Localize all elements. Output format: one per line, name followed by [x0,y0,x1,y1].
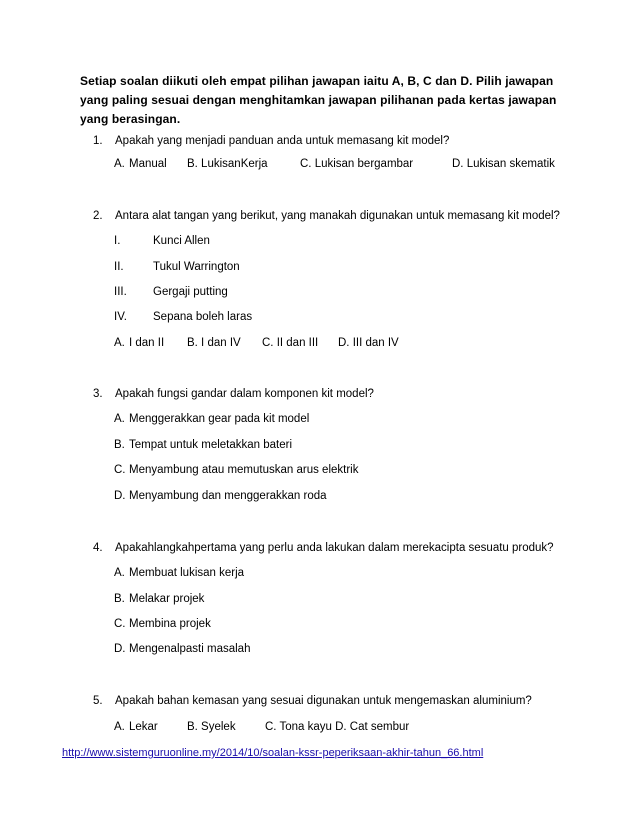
q2-item-3 [114,285,228,299]
question-number: 4. [93,542,103,554]
option-text: Menyambung dan menggerakkan roda [129,490,327,502]
q3-option-b [114,438,292,452]
option-letter: C. [114,464,126,476]
question-1 [93,134,449,148]
q2-option-a [114,336,164,350]
q4-option-d [114,642,250,656]
question-text: Apakah bahan kemasan yang sesuai digunakan untuk mengemaskan aluminium? [115,695,532,707]
option-letter: A. [114,567,125,579]
option-letter: A. [114,337,125,349]
q5-option-c-d: C. Tona kayu D. Cat sembur [265,721,410,733]
question-3 [93,387,374,401]
option-text: Menggerakkan gear pada kit model [129,413,310,425]
q4-option-b [114,592,204,606]
question-text: Apakahlangkahpertama yang perlu anda lakukan dalam merekacipta sesuatu produk? [115,542,554,554]
instructions: Setiap soalan diikuti oleh empat pilihan jawapan iaitu A, B, C dan D. Pilih jawapan yang paling sesuai dengan menghitamkan jawapan pilihanan pada kertas jawapan yang berasingan. [80,74,557,126]
option-text: Mengenalpasti masalah [129,643,251,655]
option-letter: B. [114,439,125,451]
item-text: Kunci Allen [153,235,210,247]
option-letter: B. [114,593,125,605]
option-text: Menyambung atau memutuskan arus elektrik [129,464,359,476]
q2-option-c: C. II dan III [262,337,319,349]
q4-option-a [114,566,244,580]
option-text: Membina projek [129,618,211,630]
q2-item-2 [114,260,240,274]
q2-item-1 [114,234,210,248]
question-number: 1. [93,135,103,147]
question-text: Apakah yang menjadi panduan anda untuk memasang kit model? [115,135,450,147]
option-letter: A. [114,158,125,170]
q4-option-c [114,617,211,631]
q2-option-d: D. III dan IV [338,337,399,349]
question-4 [93,541,554,555]
option-text: Manual [129,158,167,170]
question-text: Antara alat tangan yang berikut, yang manakah digunakan untuk memasang kit model? [115,210,560,222]
q2-option-b: B. I dan IV [187,337,241,349]
question-number: 2. [93,210,103,222]
roman-numeral: II. [114,261,124,273]
question-number: 5. [93,695,103,707]
option-text: Membuat lukisan kerja [129,567,245,579]
option-letter: D. [114,490,126,502]
item-text: Tukul Warrington [153,261,240,273]
roman-numeral: IV. [114,311,128,323]
option-text: Tempat untuk meletakkan bateri [129,439,293,451]
q3-option-d [114,489,327,503]
question-text: Apakah fungsi gandar dalam komponen kit model? [115,388,374,400]
q1-option-b: B. LukisanKerja [187,158,268,170]
option-text: Lekar [129,721,158,733]
option-text: I dan II [129,337,165,349]
question-2 [93,209,560,223]
option-letter: A. [114,413,125,425]
option-letter: A. [114,721,125,733]
q5-option-a [114,720,158,734]
option-text: Melakar projek [129,593,205,605]
question-5 [93,694,532,708]
q1-option-c: C. Lukisan bergambar [300,158,414,170]
option-letter: C. [114,618,126,630]
q1-option-a [114,157,167,171]
roman-numeral: I. [114,235,121,247]
roman-numeral: III. [114,286,127,298]
option-letter: D. [114,643,126,655]
q2-item-4 [114,310,252,324]
q3-option-c [114,463,358,477]
q5-option-b: B. Syelek [187,721,236,733]
footer-source-link[interactable]: http://www.sistemguruonline.my/2014/10/soalan-kssr-peperiksaan-akhir-tahun_66.html [62,747,484,759]
item-text: Sepana boleh laras [153,311,253,323]
q1-option-d: D. Lukisan skematik [452,158,555,170]
item-text: Gergaji putting [153,286,228,298]
q3-option-a [114,412,309,426]
question-number: 3. [93,388,103,400]
